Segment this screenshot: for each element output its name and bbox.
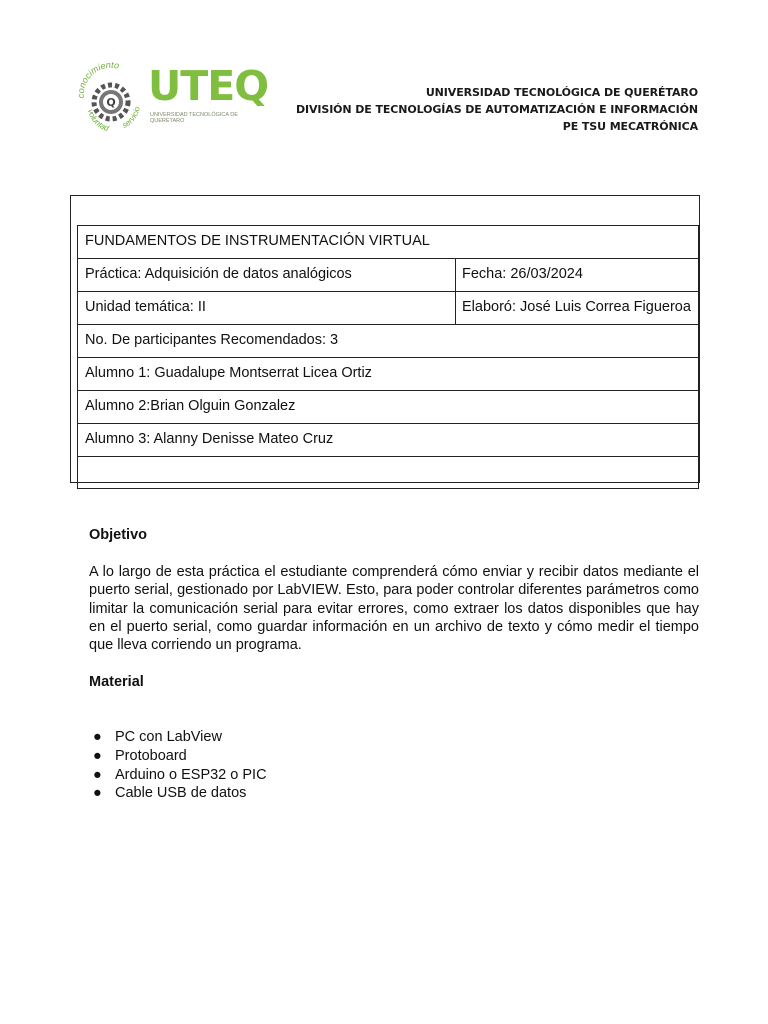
table-row [77,291,699,324]
institution-header [296,84,698,135]
bullet-icon: ● [93,785,102,802]
uteq-logo [74,56,269,140]
seal-text-top: conocimiento [75,59,120,99]
table-row [77,423,699,456]
empty-cell [78,457,698,488]
document-body [89,525,699,803]
bullet-icon: ● [93,748,102,765]
thematic-unit: Unidad temática: II [78,292,456,324]
table-row [77,357,699,390]
program-name: PE TSU MECATRÓNICA [562,120,698,133]
student-2: Alumno 2:Brian Olguin Gonzalez [85,398,296,414]
material-list [89,728,699,802]
practice-title: Práctica: Adquisición de datos analógicos [78,259,456,291]
uteq-wordmark: UTEQ [148,62,269,110]
bullet-icon: ● [93,766,102,783]
seal-text-right: servicio [120,105,142,130]
institution-name: UNIVERSIDAD TECNOLÓGICA DE QUERÉTARO [425,86,698,99]
material-heading: Material [89,674,144,691]
practice-date: Fecha: 26/03/2024 [462,266,583,282]
info-table-frame [70,195,700,483]
seal-text-left: voluntad [85,108,110,134]
info-table [77,225,699,489]
table-row [77,258,699,291]
list-item: ● Cable USB de datos [93,785,247,802]
bullet-icon: ● [93,729,102,746]
table-row [77,324,699,357]
division-name: DIVISIÓN DE TECNOLOGÍAS DE AUTOMATIZACIÓN E INFORMACIÓN [295,103,698,116]
list-item: ● PC con LabView [93,729,222,746]
table-row [77,225,699,258]
student-1: Alumno 1: Guadalupe Montserrat Licea Ortiz [85,365,372,381]
list-item: ● Arduino o ESP32 o PIC [93,766,267,783]
table-row-empty [77,456,699,489]
author: Elaboró: José Luis Correa Figueroa [462,299,691,315]
seal-letter: Q [106,96,116,109]
objective-heading: Objetivo [89,527,148,543]
list-item: ● Protoboard [93,748,187,765]
table-row [77,390,699,423]
uteq-seal-icon [74,56,148,140]
course-name: FUNDAMENTOS DE INSTRUMENTACIÓN VIRTUAL [85,233,430,249]
student-3: Alumno 3: Alanny Denisse Mateo Cruz [85,431,334,447]
uteq-subtitle: UNIVERSIDAD TECNOLÓGICA DE QUERÉTARO [150,112,238,124]
objective-text: A lo largo de esta práctica el estudiante comprenderá cómo enviar y recibir datos mediante el puerto serial, gestionado por LabVIEW. Esto, para poder controlar diferentes parámetros como limitar la comunicación serial para evitar errores, como extraer los datos disponibles que hay en el puerto serial, como guardar información en un archivo de texto y cómo medir el tiempo que lleva corriendo un programa. [89,564,699,654]
participants-count: No. De participantes Recomendados: 3 [85,332,339,348]
